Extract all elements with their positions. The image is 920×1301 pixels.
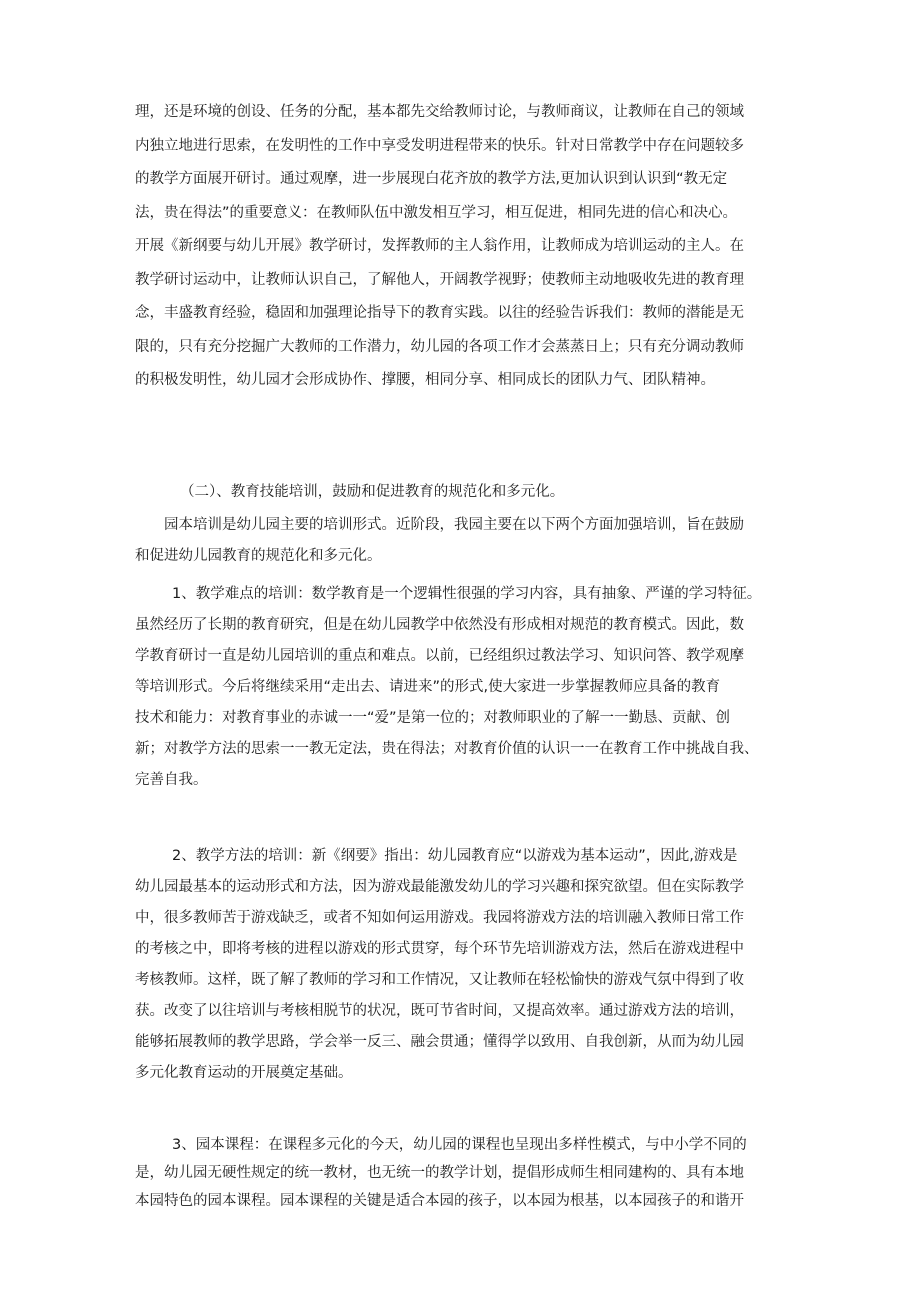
- text-line: 和促进幼儿园教育的规范化和多元化。: [135, 548, 382, 564]
- text-line: 多元化教育运动的开展奠定基础。: [135, 1065, 353, 1081]
- text-line: 是，幼儿园无硬性规定的统一教材，也无统一的教学计划，提倡形成师生相同建构的、具有本地: [135, 1165, 744, 1181]
- text-line: 虽然经历了长期的教育研究，但是在幼儿园教学中依然没有形成相对规范的教育模式。因此，数: [135, 617, 744, 633]
- text-line: 能够拓展教师的教学思路，学会举一反三、融会贯通；懂得学以致用、自我创新，从而为幼儿园: [135, 1034, 744, 1050]
- text-line: 开展《新纲要与幼儿开展》教学研讨，发挥教师的主人翁作用，让教师成为培训运动的主人。在: [135, 238, 744, 254]
- text-line: 理，还是环境的创设、任务的分配，基本都先交给教师讨论，与教师商议，让教师在自己的领域: [135, 104, 744, 120]
- text-line: 等培训形式。今后将继续采用“走出去、请进来”的形式,使大家进一步掌握教师应具备的教育: [135, 679, 721, 695]
- paragraph-teaching-difficulty-training: [135, 582, 797, 799]
- text-line: 完善自我。: [135, 772, 208, 788]
- text-line: 限的，只有充分挖掘广大教师的工作潜力，幼儿园的各项工作才会蒸蒸日上；只有充分调动教师: [135, 338, 744, 355]
- text-line: 内独立地进行思索，在发明性的工作中享受发明进程带来的快乐。针对日常教学中存在问题较多: [135, 137, 744, 154]
- section-heading-text: （二）、教育技能培训，鼓励和促进教育的规范化和多元化。: [180, 484, 565, 500]
- paragraph-school-based-training: [135, 513, 797, 575]
- text-line: 的教学方面展开研讨。通过观摩，进一步展现白花齐放的教学方法,更加认识到认识到“教无定: [135, 171, 728, 187]
- paragraph-teaching-method-training: [135, 844, 797, 1092]
- text-line: 的考核之中，即将考核的进程以游戏的形式贯穿，每个环节先培训游戏方法，然后在游戏进程中: [135, 941, 744, 957]
- text-line: 幼儿园最基本的运动形式和方法，因为游戏最能激发幼儿的学习兴趣和探究欲望。但在实际教学: [135, 879, 744, 895]
- paragraph-teacher-discussion: [135, 100, 797, 402]
- text-line: 法，贵在得法”的重要意义：在教师队伍中激发相互学习，相互促进，相同先进的信心和决心。: [135, 204, 738, 221]
- text-line: 念，丰盛教育经验，稳固和加强理论指导下的教育实践。以往的经验告诉我们：教师的潜能是无: [135, 305, 744, 321]
- text-line: 的积极发明性，幼儿园才会形成协作、撑腰，相同分享、相同成长的团队力气、团队精神。: [135, 372, 715, 388]
- text-line: 技术和能力：对教育事业的赤诚一一“爱”是第一位的；对教师职业的了解一一勤恳、贡献、创: [135, 710, 731, 726]
- text-line: 中，很多教师苦于游戏缺乏，或者不知如何运用游戏。我园将游戏方法的培训融入教师日常工作: [135, 910, 744, 926]
- paragraph-school-based-curriculum: [135, 1133, 797, 1217]
- text-line: 教学研讨运动中，让教师认识自己，了解他人，开阔教学视野；使教师主动地吸收先进的教育理: [135, 271, 744, 288]
- text-line: 1、教学难点的培训：数学教育是一个逻辑性很强的学习内容，具有抽象、严谨的学习特征。: [172, 586, 762, 602]
- text-line: 2、教学方法的培训：新《纲要》指出：幼儿园教育应“以游戏为基本运动”，因此,游戏是: [172, 848, 738, 864]
- text-line: 学教育研讨一直是幼儿园培训的重点和难点。以前，已经组织过教法学习、知识问答、教学观摩: [135, 648, 744, 664]
- text-line: 获。改变了以往培训与考核相脱节的状况，既可节省时间，又提高效率。通过游戏方法的培训，: [135, 1003, 744, 1019]
- text-line: 3、园本课程：在课程多元化的今天，幼儿园的课程也呈现出多样性模式，与中小学不同的: [172, 1137, 747, 1153]
- text-line: 考核教师。这样，既了解了教师的学习和工作情况，又让教师在轻松愉快的游戏气氛中得到了收: [135, 972, 744, 988]
- text-line: 本园特色的园本课程。园本课程的关键是适合本园的孩子，以本园为根基，以本园孩子的和谐开: [135, 1193, 744, 1209]
- section-heading: [135, 480, 797, 513]
- text-line: 园本培训是幼儿园主要的培训形式。近阶段，我园主要在以下两个方面加强培训，旨在鼓励: [164, 517, 744, 533]
- text-line: 新；对教学方法的思索一一教无定法，贵在得法；对教育价值的认识一一在教育工作中挑战自我、: [135, 741, 759, 757]
